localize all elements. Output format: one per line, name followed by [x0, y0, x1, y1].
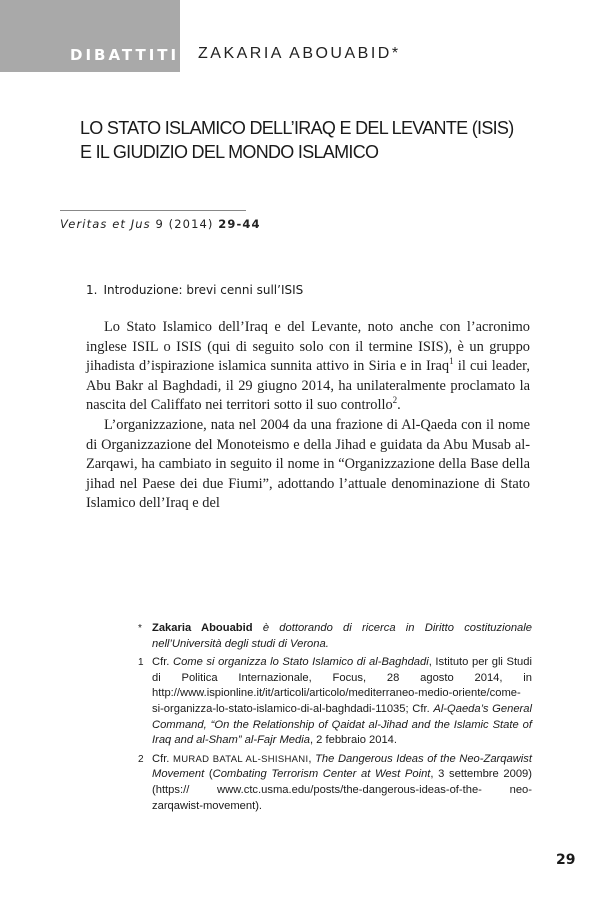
section-label: DIBATTITI: [70, 46, 180, 64]
section-number: 1.: [86, 283, 98, 297]
footnote-mark: 1: [138, 657, 144, 669]
title-line-1: LO STATO ISLAMICO DELL’IRAQ E DEL LEVANTE (ISIS): [80, 118, 514, 138]
section-heading-text: Introduzione: brevi cenni sull’ISIS: [103, 283, 304, 297]
footnote-mark: *: [138, 623, 142, 634]
journal-pages: 29-44: [218, 217, 261, 231]
paragraph-2: L’organizzazione, nata nel 2004 da una frazione di Al-Qaeda con il nome di Organizzazione del Monoteismo e della Jihad e guidata da Abu Musab al-Zarqawi, ha cambiato in seguito il nome in “Organizzazione della Base della jihad nel Paese dei due Fiumi”, adottando l’attuale denominazione di Stato Islamico dell’Iraq e del: [86, 416, 530, 512]
journal-volume-year: 9 (2014): [155, 217, 214, 231]
citation-rule: [60, 210, 246, 211]
section-heading: [86, 283, 303, 297]
paragraph-1: Lo Stato Islamico dell’Iraq e del Levante, noto anche con l’acronimo inglese ISIL o ISIS (qui di seguito solo con il termine ISIS), è un gruppo jihadista d’ispirazione islamica sunnita attivo in Siria e in Iraq$^1$ il cui leader, Abu Bakr al Baghdadi, il 29 giugno 2014, ha unilateralmente proclamato la nascita del Califfato nei territori sotto il suo controllo$^2$.: [86, 319, 530, 414]
author-heading: ZAKARIA ABOUABID*: [198, 45, 401, 62]
title-line-2: E IL GIUDIZIO DEL MONDO ISLAMICO: [80, 142, 379, 162]
footnote-ref-1[interactable]: 1: [449, 356, 454, 367]
body-text: [86, 318, 530, 514]
article-title: [80, 116, 514, 164]
journal-citation: [60, 217, 261, 231]
footnotes: [138, 621, 532, 817]
footnote-mark: 2: [138, 753, 144, 765]
footnote-1: 1 Cfr. Come si organizza lo Stato Islamico di al-Baghdadi, Istituto per gli Studi di Politica Internazionale, Focus, 28 agosto 2014, in http://www.ispionline.it/it/articoli/articolo/mediterraneo-medio-oriente/come-si-organizza-lo-stato-islamico-di-al-baghdadi-11035; Cfr. Al-Qaeda’s General Command, “On the Relationship of Qaidat al-Jihad and the Islamic State of Iraq and al-Sham” al-Fajr Media, 2 febbraio 2014.: [138, 656, 532, 747]
footnote-author: * Zakaria Abouabid è dottorando di ricerca in Diritto costituzionale nell’Università degli studi di Verona.: [138, 622, 532, 650]
journal-name: Veritas et Jus: [60, 217, 151, 231]
footnote-ref-2[interactable]: 2: [392, 395, 398, 406]
footnote-2: 2 Cfr. MURAD BATAL AL-SHISHANI, The Dangerous Ideas of the Neo-Zarqawist Movement (Combating Terrorism Center at West Point, 3 settembre 2009) (https:// www.ctc.usma.edu/posts/the-dangerous-ideas-of-the- neo-zarqawist-movement).: [138, 752, 532, 812]
page-number: 29: [556, 852, 576, 868]
